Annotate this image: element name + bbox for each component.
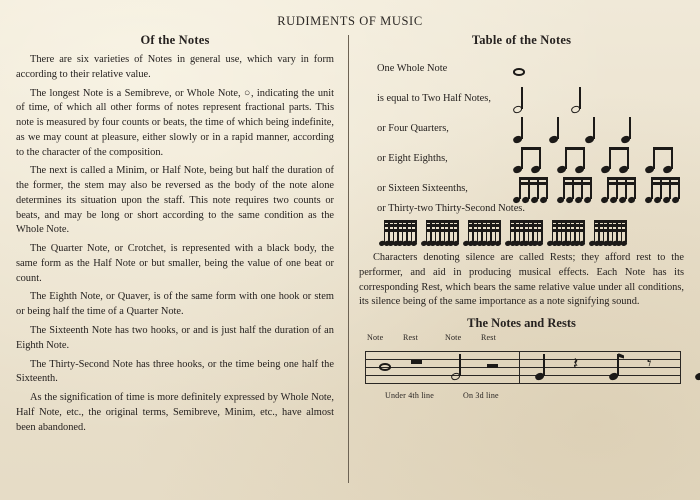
beamed-sixteenths-icon — [557, 176, 591, 202]
row-figures — [377, 217, 684, 245]
beamed-thirtyseconds-icon — [379, 219, 415, 245]
quarter-note-icon — [549, 116, 561, 142]
whole-rest-icon — [411, 360, 422, 364]
left-column — [16, 33, 346, 485]
quarter-note-icon — [621, 116, 633, 142]
column-divider — [348, 35, 349, 483]
beamed-thirtyseconds-icon — [547, 219, 583, 245]
sixteenth-note-icon — [695, 353, 700, 379]
beamed-eighths-icon — [557, 146, 587, 172]
left-section-title: Of the Notes — [140, 33, 210, 47]
whole-note-icon — [513, 60, 527, 82]
row-label: or Four Quarters, — [377, 122, 449, 134]
beamed-eighths-icon — [645, 146, 675, 172]
quarter-note-icon — [585, 116, 597, 142]
table-row — [359, 173, 684, 203]
beamed-thirtyseconds-icon — [589, 219, 625, 245]
row-figures — [513, 54, 684, 82]
beamed-eighths-icon — [601, 146, 631, 172]
quarter-rest-icon: 𝄽 — [573, 354, 579, 375]
figure-caption-1: Under 4th line — [385, 391, 435, 401]
table-row — [359, 83, 684, 113]
figure-caption-2: On 3d line — [463, 391, 499, 401]
beamed-sixteenths-icon — [645, 176, 679, 202]
row-label: or Sixteen Sixteenths, — [377, 182, 468, 194]
half-rest-icon — [487, 364, 498, 368]
half-note-icon — [451, 353, 463, 379]
figure-header-note-1: Note — [367, 333, 384, 343]
table-row — [359, 203, 684, 245]
row-label: or Eight Eighths, — [377, 152, 448, 164]
row-figures — [513, 84, 684, 112]
beamed-eighths-icon — [513, 146, 543, 172]
paragraph-8: As the signification of time is more definitely expressed by Whole Note, Half Note, etc., the original terms, Semibreve, Minim, etc., have almost been abandoned. — [16, 392, 334, 433]
figure-header-rest-1: Rest — [403, 333, 419, 343]
right-column — [359, 33, 684, 485]
row-figures — [513, 114, 684, 142]
paragraph-4: The Quarter Note, or Crotchet, is represented with a black body, the same form as the Half Note or but smaller, being the value of one beat or count. — [16, 243, 334, 284]
paragraph-2: The longest Note is a Semibreve, or Whole Note, ○, indicating the unit of time, of which all other forms of notes represent fractional parts. This note is measured by four counts or beats, the time of which being indefinite, as we may count at pleasure, either slowly or in a rapid manner, according to the character of the composition. — [16, 87, 334, 158]
row-figures — [513, 174, 684, 202]
eighth-rest-icon: 𝄾 — [647, 354, 652, 375]
row-label: One Whole Note — [377, 62, 448, 74]
beamed-sixteenths-icon — [601, 176, 635, 202]
running-head: RUDIMENTS OF MUSIC — [277, 14, 423, 28]
table-row — [359, 53, 684, 83]
eighth-note-icon — [609, 353, 624, 379]
paragraph-7: The Thirty-Second Note has three hooks, or the time being one half the Sixteenth. — [16, 358, 334, 385]
paragraph-1: There are six varieties of Notes in general use, which vary in form according to their relative value. — [16, 54, 334, 80]
notes-and-rests-figure — [359, 333, 684, 399]
paragraph-3: The next is called a Minim, or Half Note, being but half the duration of the former, the stem may also be reversed as the body of the note alone determines its situation upon the staff. This note requires two counts or beats, and may be long or short according to the same condition as the Whole Note. — [16, 165, 334, 236]
whole-note-icon — [379, 355, 393, 377]
half-note-icon — [513, 86, 525, 112]
paragraph-5: The Eighth Note, or Quaver, is of the same form with one hook or stem or being half the time of a Quarter Note. — [16, 291, 334, 318]
row-label: is equal to Two Half Notes, — [377, 92, 491, 104]
figure-header-note-2: Note — [445, 333, 462, 343]
right-section-title: Table of the Notes — [471, 33, 572, 47]
row-figures — [513, 144, 684, 172]
figure-header-rest-2: Rest — [481, 333, 497, 343]
half-note-icon — [571, 86, 583, 112]
note-table — [359, 53, 684, 245]
beamed-thirtyseconds-icon — [505, 219, 541, 245]
table-row — [359, 143, 684, 173]
two-column-layout — [16, 33, 684, 485]
quarter-note-icon — [513, 116, 525, 142]
beamed-thirtyseconds-icon — [421, 219, 457, 245]
rests-paragraph: Characters denoting silence are called Rests; they afford rest to the performer, and aid in producing musical effects. Each Note has its corresponding Rest, which bears the same relative value under all conditions, its silence being of the same importance as a note signifying sound. — [359, 252, 684, 308]
paragraph-6: The Sixteenth Note has two hooks, or and is just half the duration of an Eighth Note. — [16, 325, 334, 351]
notes-and-rests-title: The Notes and Rests — [467, 316, 576, 331]
table-row — [359, 113, 684, 143]
beamed-thirtyseconds-icon — [463, 219, 499, 245]
beamed-sixteenths-icon — [513, 176, 547, 202]
quarter-note-icon — [535, 353, 547, 379]
row-label: or Thirty-two Thirty-Second Notes. — [377, 203, 525, 214]
